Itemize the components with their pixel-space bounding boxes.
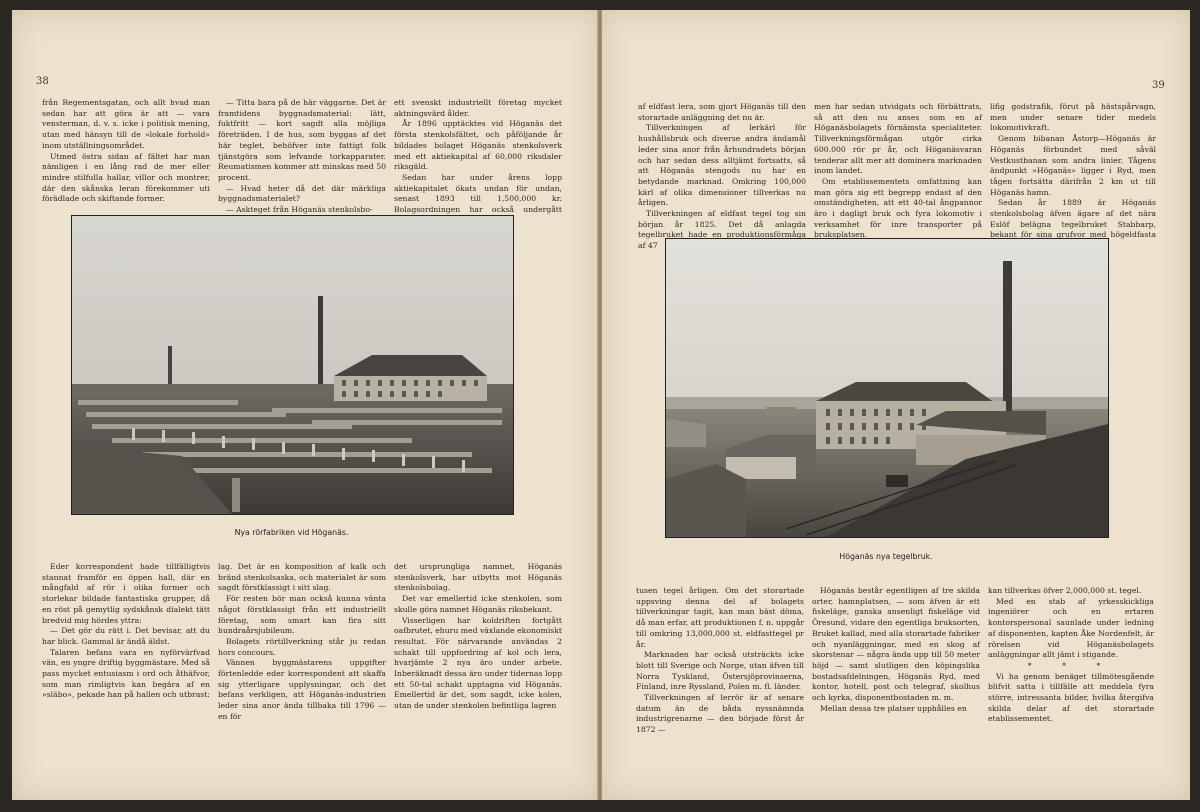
right-page <box>602 10 1190 800</box>
paragraph: Genom bibanan Åstorp—Höganäs är Höganäs förbundet med såväl Vestkustbanan som andra linier. Tågens ändpunkt »Höganäs» ligger i Ryd, men tågen fortsätta därifrån 2 km ut till Höganäs hamn. <box>990 134 1156 197</box>
paragraph: Det var emellertid icke stenkolen, som skulle göra namnet Höganäs riksbekant. <box>394 594 562 614</box>
paragraph: det ursprungliga namnet, Höganäs stenkolsverk, har utbytts mot Höganäs stenkolsbolag. <box>394 562 562 593</box>
text-column <box>638 102 806 252</box>
paragraph: Tillverkningen af lerkärl för hushållsbruk och diverse andra ändamål leder sina anor från århundradets början och har sedan dess alltjämt fortsatts, så att Höganäs stengods nu har en betydande marknad. Omkring 100,000 kärl af olika dimensioner tillverkas nu årligen. <box>638 123 806 208</box>
paragraph: Tillverkningen af eldfast tegel tog sin början år 1825. Det då anlagda tegelbruket hade en produktionsförmåga af 47 <box>638 209 806 251</box>
paragraph: För resten bör man också kunna vänta något förstklassigt från ett industriellt företag, som smart kan fira sitt hundraårsjubileum. <box>218 594 386 636</box>
paragraph: Tillverkningen af lerrör är af senare datum än de båda nyssnämnda industrigrenarne — den började först år 1872 — <box>636 693 804 735</box>
paragraph: — Askteget från Höganäs stenkolsbo- <box>226 205 373 215</box>
photo-caption: Nya rörfabriken vid Höganäs. <box>234 528 349 537</box>
text-column <box>814 102 982 241</box>
text-column <box>394 562 562 712</box>
paragraph: Bolagets rörtillverkning står ju redan hors concours. <box>218 636 386 657</box>
paragraph: tusen tegel årligen. Om det storartade uppsving denna del af bolagets tillverkningar tagit, kan man bäst döma, då man erfar, att produktionen f. n. uppgår till omkring 13,000,000 st. eldfasttegel pr år. <box>636 586 804 649</box>
paragraph: Sedan år 1889 är Höganäs stenkolsbolag äfven ägare af det nära Eslöf belägna tegelbruket Stabbarp, bekant för sina grufvor med högeldfasta <box>990 198 1156 240</box>
text-column <box>812 586 980 714</box>
paragraph: men har sedan utvidgats och förbättrats, så att den nu anses som en af Höganäsbolagets förnämsta specialiteter. Tillverkningsförmågan utgör cirka 600.000 rör pr år, och Höganäsvaran tenderar allt mer att dominera marknaden inom landet. <box>814 102 982 176</box>
photo-brickworks <box>665 238 1109 538</box>
paragraph: Visserligen har koldriften fortgått oafbrutet, ehuru med växlande ekonomiskt resultat. För närvarande användas 2 schakt till uppfordring af kol och lera, hvarjämte 2 nya äro under arbete. Inberäknadt dessa äro under tidernas lopp ett 50-tal schakt upptagna vid Höganäs. Emellertid är det, som sagdt, icke kolen, utan de under stenkolen befintliga lagren <box>394 615 562 711</box>
paragraph: Mellan dessa tre platser upphålles en <box>820 703 967 713</box>
page-number: 38 <box>36 76 49 87</box>
paragraph: Vi ha genom benäget tillmötesgående blifvit satta i tillfälle att meddela fyra större, intressanta bilder, hvilka återgifva skilda delar af det storartade etablissementet. <box>988 671 1154 724</box>
paragraph: Utmed östra sidan af fältet har man nämligen i en lång rad de mer eller mindre stilfulla hallar, villor och montrer, där den skånska leran förekommer uti förädlade och skiftande former. <box>42 151 210 204</box>
paragraph: lifig godstrafik, förut på hästspårvagn, men under senare tider medels lokomotivkraft. <box>990 102 1156 133</box>
paragraph: Höganäs består egentligen af tre skilda orter, hamnplatsen, — som äfven är ett fiskeläge, ganska ansenligt fiskeläge vid Öresund, vidare den egentliga bruksorten, Bruket kallad, med alla storartade fabriker och nyanläggningar, med en skog af skorstenar — några ända upp till 50 meter höjd — samt slutligen den köpingslika bostadsafdelningen, Höganäs Ryd, med kontor, hotell, post och telegraf, skolhus och kyrka, disponentbostaden m. m. <box>812 586 980 703</box>
paragraph: Om etablissementets omfattning kan man göra sig ett begrepp endast af den omständigheten, att ett 40-tal ångpannor äro i dagligt bruk och fyra lokomotiv i verksamhet för inre transporter på bruksplatsen. <box>814 176 982 240</box>
paragraph: lag. Det är en komposition af kalk och bränd stenkolsaska, och materialet är som sagdt förstklassigt i sitt slag. <box>218 562 386 593</box>
page-number: 39 <box>1152 80 1165 91</box>
text-column <box>394 98 562 226</box>
paragraph: kan tillverkas öfver 2,000,000 st. tegel. <box>988 586 1142 595</box>
section-divider: * * * <box>1027 660 1115 670</box>
paragraph: Eder korrespondent hade tillfälligtvis stannat framför en öppen hall, där en mångfald af rör i olika former och storlekar bildade fantastiska grupper, då en röst på gemytlig sydskånsk dialekt tätt bredvid mig hördes yttra: <box>42 562 210 625</box>
paragraph: — Hvad heter då det där märkliga byggnadsmaterialet? <box>218 183 386 204</box>
paragraph: Talaren befans vara en nyförvärfvad vän, en yngre driftig byggmästare. Med så pass mycket entusiasm i ord och åthäfvor, som man rimligtvis kan begära af en »släbo», pekade han på hallen och utbrast: <box>42 647 210 700</box>
text-column <box>988 586 1154 725</box>
text-column <box>42 98 210 205</box>
text-column <box>990 102 1156 252</box>
paragraph: Marknaden har också utsträckts icke blott till Sverige och Norge, utan äfven till Norra Tyskland, Östersjöprovinserna, Finland, inre Ryssland, Polen m. fl. länder. <box>636 650 804 692</box>
left-page <box>12 10 598 800</box>
photo-pipe-factory <box>71 215 514 515</box>
paragraph: — Det gör du rätt i. Det bevisar, att du har blick. Gammal är ändå äldst. <box>42 626 210 646</box>
text-column <box>218 98 386 216</box>
paragraph: Sedan har under årens lopp aktiekapitalet ökats undan för undan, senast 1893 till 1,500,000 kr. Bolagsordningen har också undergått <box>394 172 562 215</box>
paragraph: År 1896 upptäcktes vid Höganäs det första stenkolsfältet, och påföljande år bildades bolaget Höganäs stenkolsverk med ett aktiekapital af 60,000 riksdaler riksgäld. <box>394 119 562 172</box>
paragraph: Vännen byggmästarens uppgifter förtenledde eder korrespondent att skaffa sig ytterligare upplysningar, och det befans verkligen, att Höganäs-industrien leder sina anor ända tillbaka till 1796 — en för <box>218 658 386 721</box>
text-column <box>42 562 210 701</box>
text-column <box>218 562 386 723</box>
paragraph: af eldfast lera, som gjort Höganäs till den storartade anläggning det nu är. <box>638 102 806 122</box>
paragraph: — Titta bara på de här väggarne. Det är framtidens byggnadsmaterial: lätt, fuktfritt — kort sagdt alla möjliga företräden. I de hus, som byggas af det här teglet, behöfver inte fattigt folk tjänstgöra som lefvande torkapparater. Reumatismen kommer att minskas med 50 procent. <box>218 98 386 182</box>
paragraph: från Regementsgatan, och allt hvad man sedan har att göra är att — vara vensterman, d. v. s. icke i politisk mening, utan med hänsyn till de »lokale forhold» inom utställningsområdet. <box>42 98 210 150</box>
text-column <box>636 586 804 736</box>
paragraph: ett svenskt industriellt företag mycket aktningsvärd ålder. <box>394 98 562 118</box>
paragraph: Med en stab af yrkesskickliga ingeniörer och en ertaren kontorspersonal saunlade under ledning af disponenten, kapten Åke Nordenfelt, är rörelsen vid Höganäsbolagets anläggningar allt jämt i stigande. <box>988 596 1154 660</box>
photo-caption: Höganäs nya tegelbruk. <box>839 552 933 561</box>
